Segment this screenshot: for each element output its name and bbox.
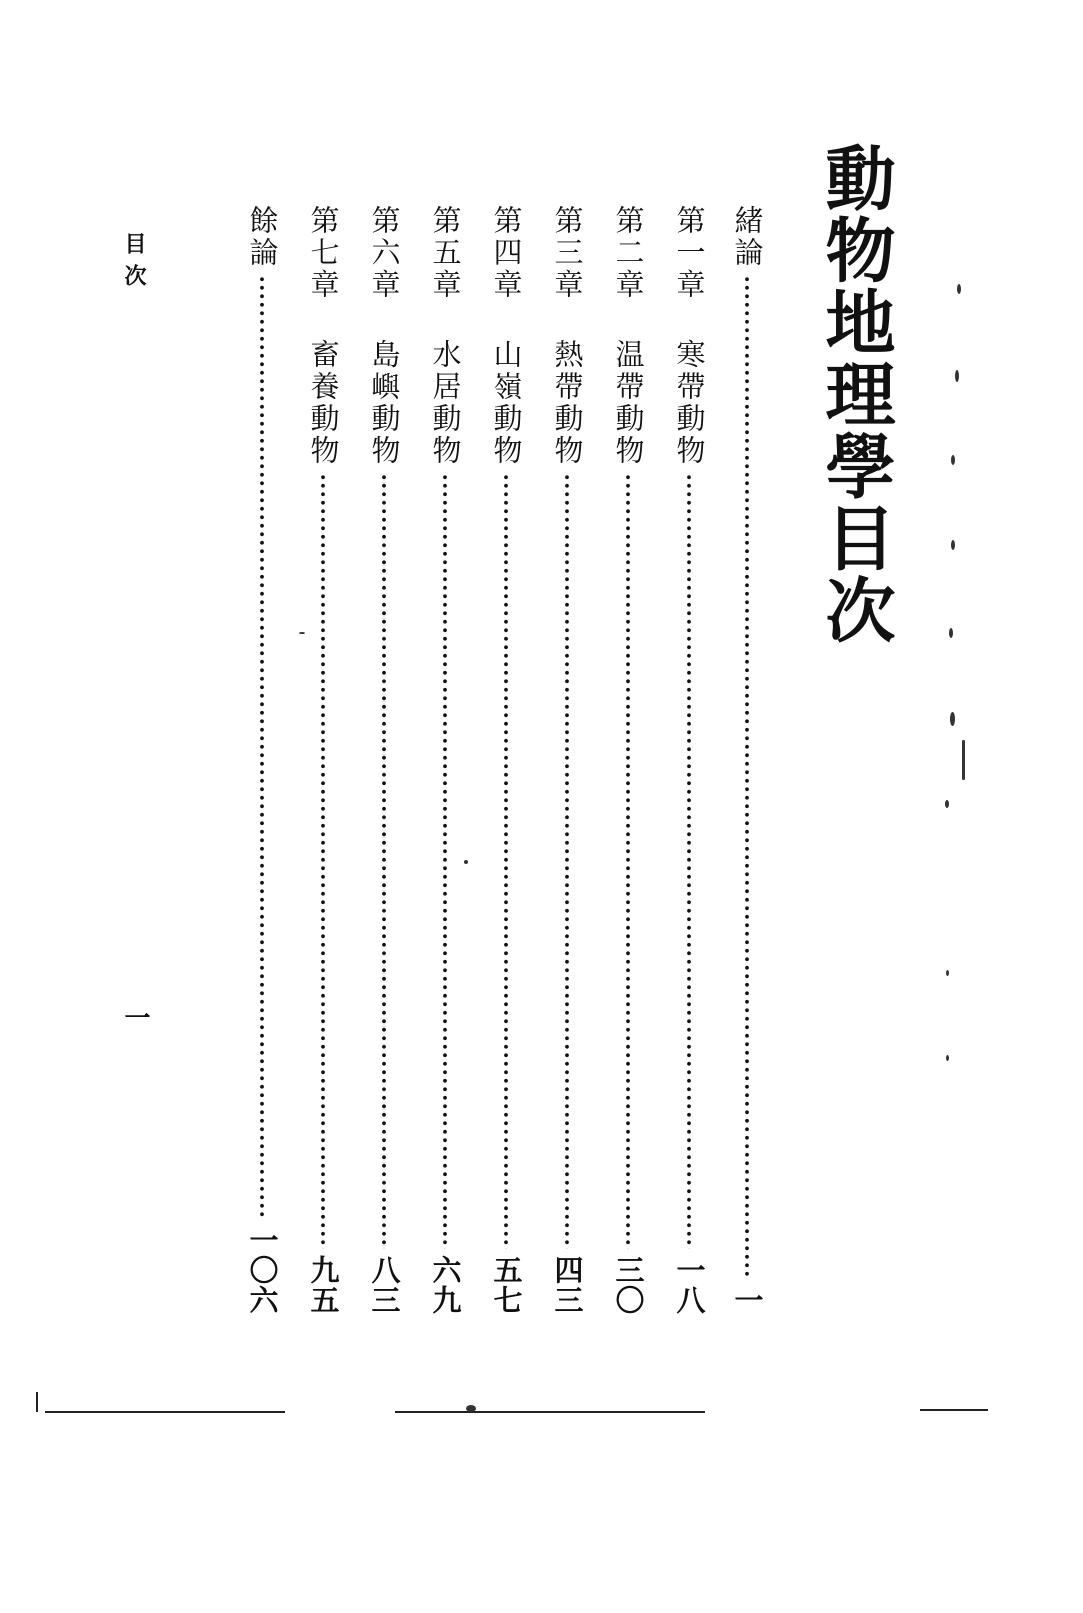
scan-rule-center [395, 1411, 705, 1413]
gutter-mark [950, 712, 955, 726]
toc-chapter-label: 第一章 [672, 205, 707, 301]
toc-chapter-label: 緒論 [730, 205, 765, 269]
toc-chapter-title: 温帶動物 [611, 339, 646, 467]
toc-page-number: 一八 [672, 1255, 707, 1315]
toc-entry-chapter-6[interactable] [367, 205, 401, 1315]
dot-leader [443, 473, 447, 1249]
toc-page-number: 五七 [489, 1255, 524, 1315]
gutter-mark [951, 540, 955, 550]
gutter-mark [955, 370, 959, 382]
gutter-mark [957, 284, 961, 294]
scan-rule-left [45, 1411, 285, 1413]
dot-leader [565, 473, 569, 1249]
ink-speck [299, 632, 305, 634]
folio-number: 一 [120, 1004, 150, 1030]
toc-entry-chapter-5[interactable] [428, 205, 462, 1315]
toc-page-number: 八三 [367, 1255, 402, 1315]
toc-chapter-label: 第七章 [306, 205, 341, 301]
toc-chapter-label: 第四章 [489, 205, 524, 301]
gutter-mark [945, 800, 949, 808]
gutter-mark [951, 455, 955, 465]
toc-chapter-title: 水居動物 [428, 339, 463, 467]
toc-chapter-label: 第五章 [428, 205, 463, 301]
page-title: 動物地理學目次 [814, 142, 896, 646]
toc-page-number: 四三 [550, 1255, 585, 1315]
toc-chapter-title: 熱帶動物 [550, 339, 585, 467]
scan-rule-right [920, 1409, 988, 1411]
toc-page-number: 九五 [306, 1255, 341, 1315]
toc-page-number: 一 [730, 1285, 765, 1315]
scan-rule-tick [36, 1392, 38, 1412]
toc-entry-chapter-2[interactable] [611, 205, 645, 1315]
toc-entry-chapter-7[interactable] [306, 205, 340, 1315]
running-header: 目次 [121, 232, 146, 296]
toc-entry-introduction[interactable] [730, 205, 764, 1315]
toc-entry-epilogue[interactable] [245, 205, 279, 1315]
toc-entry-chapter-1[interactable] [672, 205, 706, 1315]
toc-chapter-title: 寒帶動物 [672, 339, 707, 467]
dot-leader [321, 473, 325, 1249]
dot-leader [382, 473, 386, 1249]
gutter-mark [946, 1055, 949, 1061]
dot-leader [260, 275, 264, 1219]
toc-chapter-label: 第六章 [367, 205, 402, 301]
toc-entry-chapter-3[interactable] [550, 205, 584, 1315]
dot-leader [504, 473, 508, 1249]
toc-chapter-label: 餘論 [245, 205, 280, 269]
toc-chapter-title: 島嶼動物 [367, 339, 402, 467]
toc-entry-chapter-4[interactable] [489, 205, 523, 1315]
gutter-mark [946, 970, 949, 976]
dot-leader [626, 473, 630, 1249]
ink-speck [466, 1405, 476, 1412]
gutter-mark [949, 628, 953, 638]
toc-page-number: 一〇六 [245, 1225, 280, 1315]
dot-leader [745, 275, 749, 1279]
toc-chapter-label: 第三章 [550, 205, 585, 301]
gutter-mark [962, 740, 965, 780]
ink-speck [464, 860, 468, 864]
toc-chapter-title: 山嶺動物 [489, 339, 524, 467]
toc-page-number: 六九 [428, 1255, 463, 1315]
toc-page-number: 三〇 [611, 1255, 646, 1315]
dot-leader [687, 473, 691, 1249]
toc-chapter-label: 第二章 [611, 205, 646, 301]
toc-chapter-title: 畜養動物 [306, 339, 341, 467]
